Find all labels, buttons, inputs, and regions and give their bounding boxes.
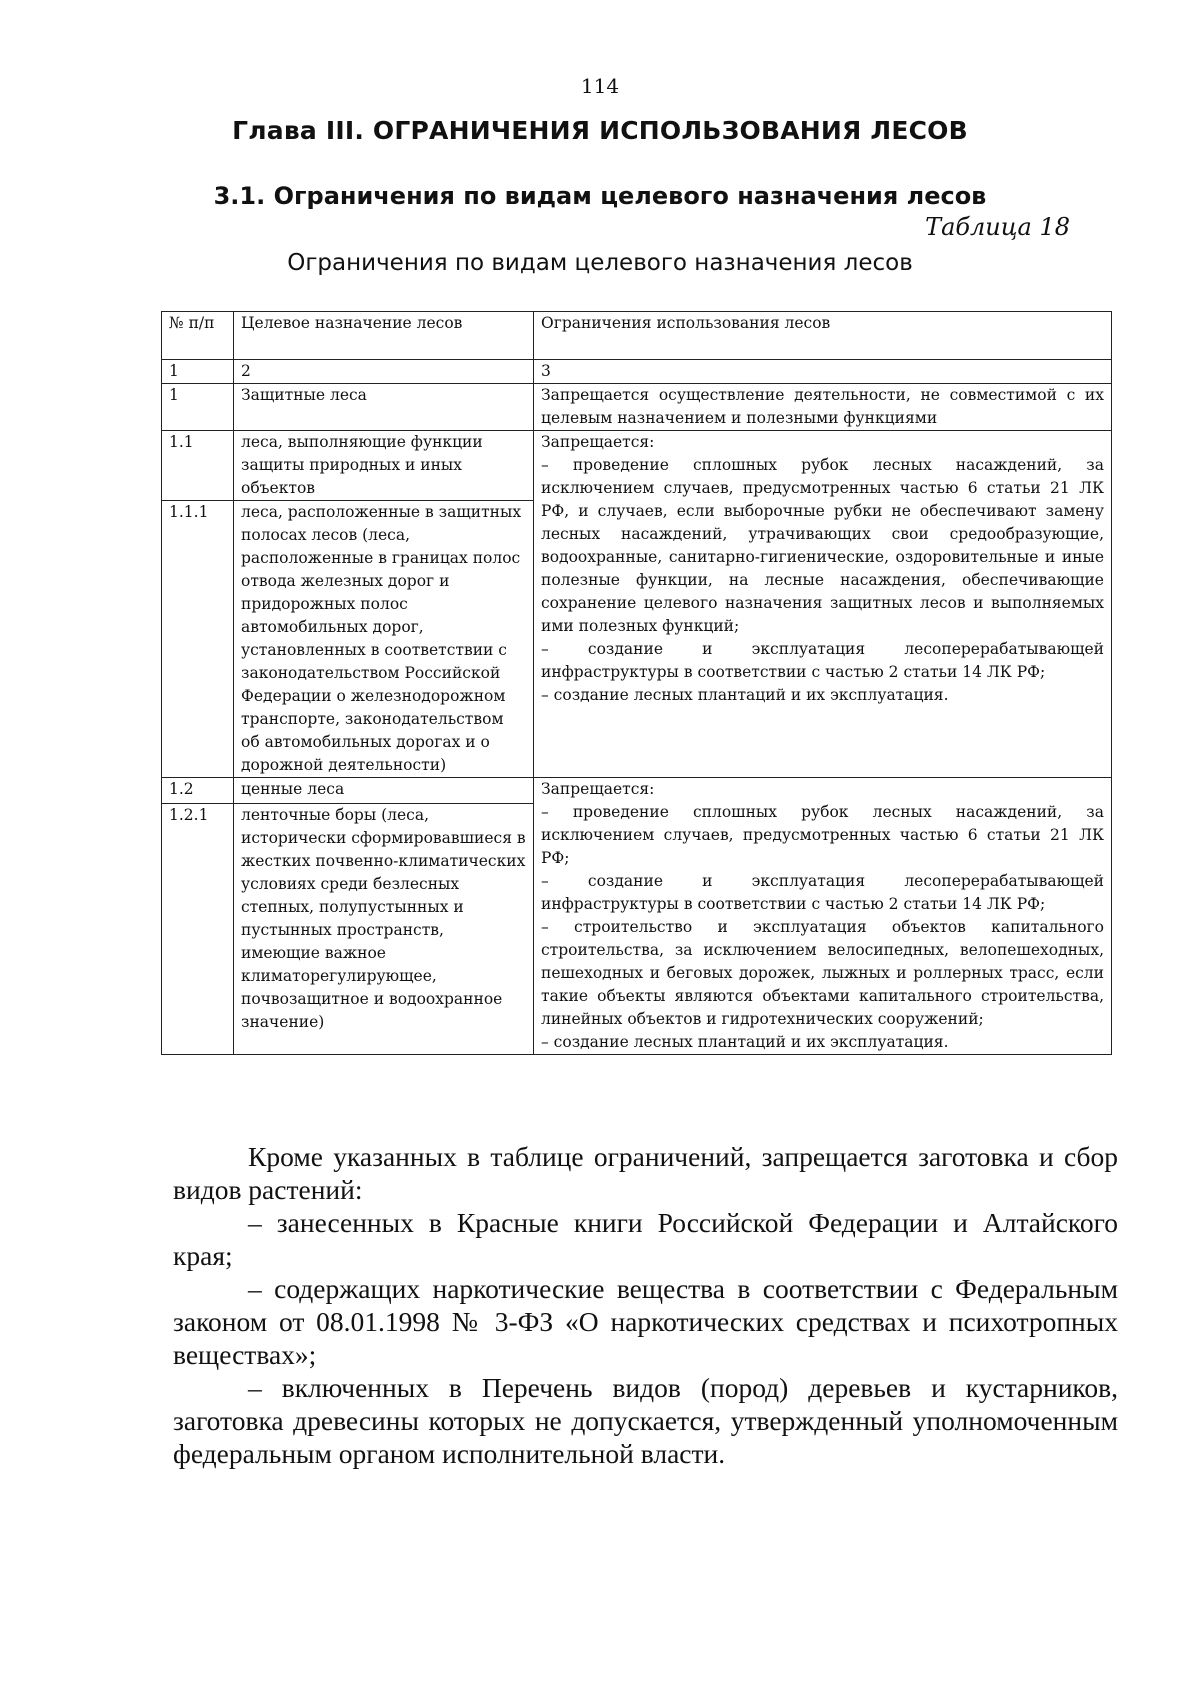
- numbering-cell: 1: [162, 360, 234, 384]
- row-purpose: ценные леса: [234, 778, 534, 804]
- restriction-cell-valuable: [534, 778, 1112, 1055]
- row-number: 1.1.1: [162, 501, 234, 778]
- row-number: 1.2.1: [162, 804, 234, 1055]
- row-purpose: Защитные леса: [234, 384, 534, 431]
- restriction-cell-protective: [534, 431, 1112, 778]
- row-number: 1: [162, 384, 234, 431]
- row-number: 1.2: [162, 778, 234, 804]
- restriction-line: – проведение сплошных рубок лесных насаждений, за исключением случаев, предусмотренных частью 6 статьи 21 ЛК РФ;: [541, 803, 1104, 867]
- paragraph: – содержащих наркотические вещества в соответствии с Федеральным законом от 08.01.1998 № 3-ФЗ «О наркотических средствах и психотропных веществах»;: [173, 1273, 1118, 1370]
- page-number: 114: [580, 74, 620, 98]
- numbering-cell: 3: [534, 360, 1112, 384]
- paragraph: – включенных в Перечень видов (пород) деревьев и кустарников, заготовка древесины которых не допускается, утвержденный уполномоченным федеральным органом исполнительной власти.: [173, 1372, 1118, 1469]
- table-caption: Ограничения по видам целевого назначения лесов: [287, 250, 913, 276]
- header-cell-restrictions: Ограничения использования лесов: [534, 312, 1112, 360]
- restriction-line: – создание лесных плантаций и их эксплуатация.: [541, 1033, 949, 1051]
- restriction-line: – строительство и эксплуатация объектов капитального строительства, за исключением велосипедных, велопешеходных, пешеходных и беговых дорожек, лыжных и роллерных трасс, если такие объекты являются объектами капитального строительства, линейных объектов и гидротехнических сооружений;: [541, 918, 1104, 1028]
- chapter-title: Глава III. ОГРАНИЧЕНИЯ ИСПОЛЬЗОВАНИЯ ЛЕСОВ: [232, 116, 968, 145]
- header-cell-purpose: Целевое назначение лесов: [234, 312, 534, 360]
- restriction-line: – проведение сплошных рубок лесных насаждений, за исключением случаев, предусмотренных частью 6 статьи 21 ЛК РФ, и случаев, если выборочные рубки не обеспечивают замену лесных насаждений, утрачивающих свои средообразующие, водоохранные, санитарно-гигиенические, оздоровительные и иные полезные функции, на лесные насаждения, обеспечивающие сохранение целевого назначения защитных лесов и выполняемых ими полезных функций;: [541, 456, 1104, 635]
- table-row: [162, 778, 1112, 804]
- row-purpose: леса, выполняющие функции защиты природных и иных объектов: [234, 431, 534, 501]
- table-row: [162, 431, 1112, 501]
- table-header-row: [162, 312, 1112, 360]
- restriction-line: – создание лесных плантаций и их эксплуатация.: [541, 686, 949, 704]
- row-number: 1.1: [162, 431, 234, 501]
- row-purpose: ленточные боры (леса, исторически сформировавшиеся в жестких почвенно-климатических условиях среди безлесных степных, полупустынных и пустынных пространств, имеющие важное климаторегулирующее, почвозащитное и водоохранное значение): [234, 804, 534, 1055]
- paragraph: – занесенных в Красные книги Российской Федерации и Алтайского края;: [173, 1207, 1118, 1271]
- table-label: Таблица 18: [925, 213, 1070, 241]
- restriction-line: Запрещается:: [541, 433, 655, 451]
- table-numbering-row: [162, 360, 1112, 384]
- table-row: [162, 384, 1112, 431]
- restriction-line: Запрещается:: [541, 780, 655, 798]
- restriction-line: – создание и эксплуатация лесоперерабатывающей инфраструктуры в соответствии с частью 2 статьи 14 ЛК РФ;: [541, 872, 1104, 913]
- restrictions-table: [161, 311, 1112, 1055]
- body-text: [173, 1140, 1118, 1470]
- section-title: 3.1. Ограничения по видам целевого назначения лесов: [213, 182, 987, 210]
- restriction-line: – создание и эксплуатация лесоперерабатывающей инфраструктуры в соответствии с частью 2 статьи 14 ЛК РФ;: [541, 640, 1104, 681]
- row-restriction: Запрещается осуществление деятельности, не совместимой с их целевым назначением и полезными функциями: [534, 384, 1112, 431]
- paragraph: Кроме указанных в таблице ограничений, запрещается заготовка и сбор видов растений:: [173, 1141, 1118, 1205]
- header-cell-number: № п/п: [162, 312, 234, 360]
- row-purpose: леса, расположенные в защитных полосах лесов (леса, расположенные в границах полос отвода железных дорог и придорожных полос автомобильных дорог, установленных в соответствии с законодательством Российской Федерации о железнодорожном транспорте, законодательством об автомобильных дорогах и о дорожной деятельности): [234, 501, 534, 778]
- numbering-cell: 2: [234, 360, 534, 384]
